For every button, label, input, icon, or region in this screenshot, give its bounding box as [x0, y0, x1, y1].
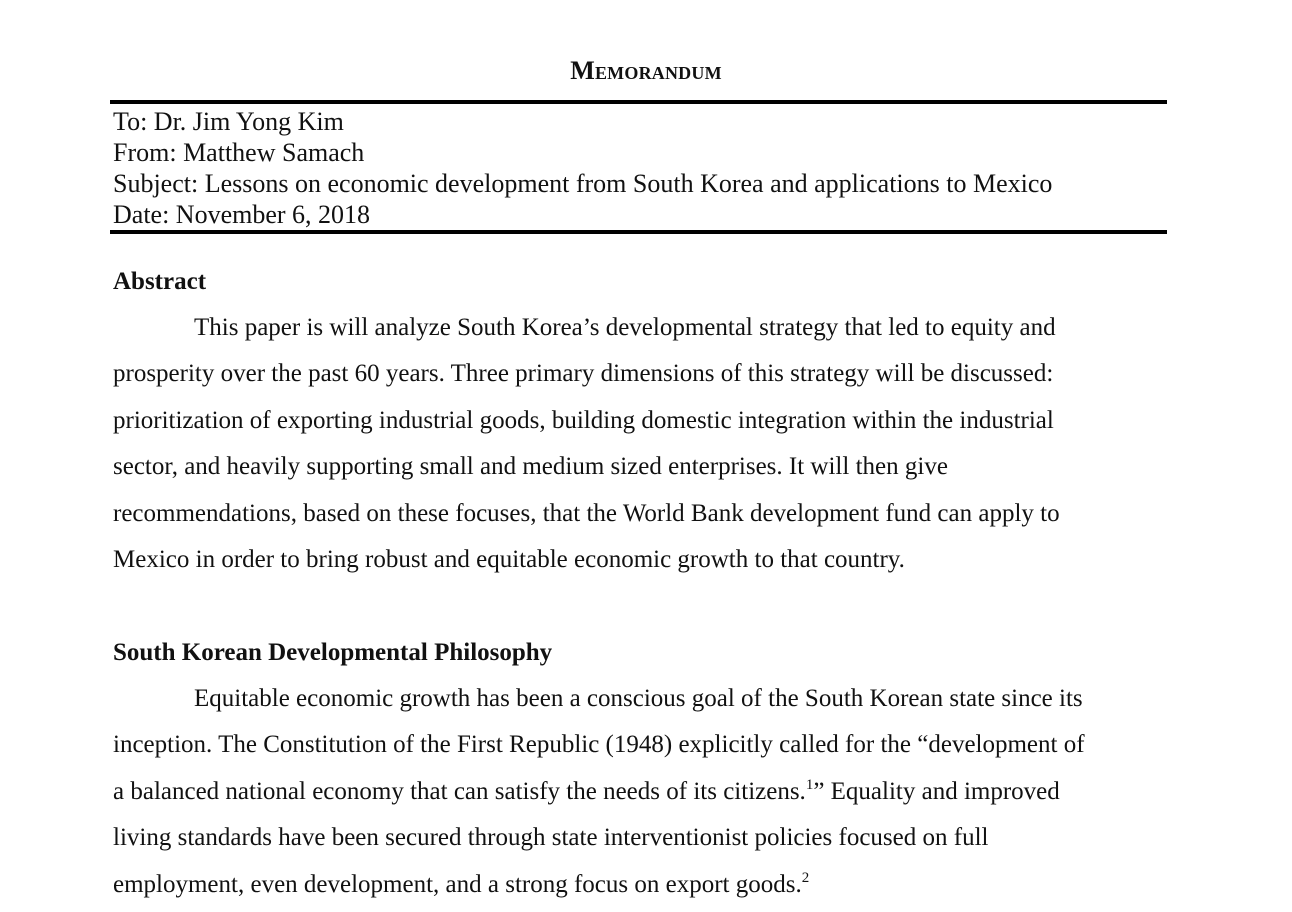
header-top-rule: [110, 100, 1167, 104]
memo-date-line: Date: November 6, 2018: [113, 200, 371, 229]
philosophy-line: inception. The Constitution of the First Republic (1948) explicitly called for the “development of: [113, 731, 1085, 759]
abstract-paragraph: [113, 305, 1173, 583]
philosophy-line-text: employment, even development, and a strong focus on export goods.: [113, 870, 802, 898]
abstract-line: prioritization of exporting industrial goods, building domestic integration within the industrial: [113, 406, 1054, 434]
abstract-heading: Abstract: [113, 268, 207, 295]
memo-title: Memorandum: [570, 56, 722, 85]
philosophy-paragraph: [113, 676, 1173, 908]
philosophy-heading: South Korean Developmental Philosophy: [113, 639, 553, 666]
philosophy-line: living standards have been secured through state interventionist policies focused on full: [113, 824, 989, 852]
philosophy-line-text: ” Equality and improved: [813, 777, 1060, 805]
abstract-line: sector, and heavily supporting small and medium sized enterprises. It will then give: [113, 453, 948, 481]
philosophy-line: [113, 862, 1173, 908]
philosophy-line: Equitable economic growth has been a conscious goal of the South Korean state since its: [194, 685, 1083, 712]
header-bottom-rule: [110, 230, 1167, 234]
abstract-line: recommendations, based on these focuses, that the World Bank development fund can apply to: [113, 499, 1060, 527]
footnote-ref-1: 1: [805, 776, 814, 793]
footnote-ref-2: 2: [801, 869, 810, 886]
philosophy-line-text: a balanced national economy that can satisfy the needs of its citizens.: [113, 777, 806, 805]
memo-header: [113, 106, 1163, 230]
philosophy-line: [113, 769, 1173, 815]
abstract-line: Mexico in order to bring robust and equitable economic growth to that country.: [113, 546, 905, 574]
abstract-line: prosperity over the past 60 years. Three primary dimensions of this strategy will be discussed:: [113, 360, 1054, 388]
abstract-line: This paper is will analyze South Korea’s developmental strategy that led to equity and: [194, 314, 1056, 341]
memo-subject-line: Subject: Lessons on economic development from South Korea and applications to Mexico: [113, 169, 1053, 198]
memo-from-line: From: Matthew Samach: [113, 138, 365, 167]
memo-to-line: To: Dr. Jim Yong Kim: [113, 107, 344, 136]
